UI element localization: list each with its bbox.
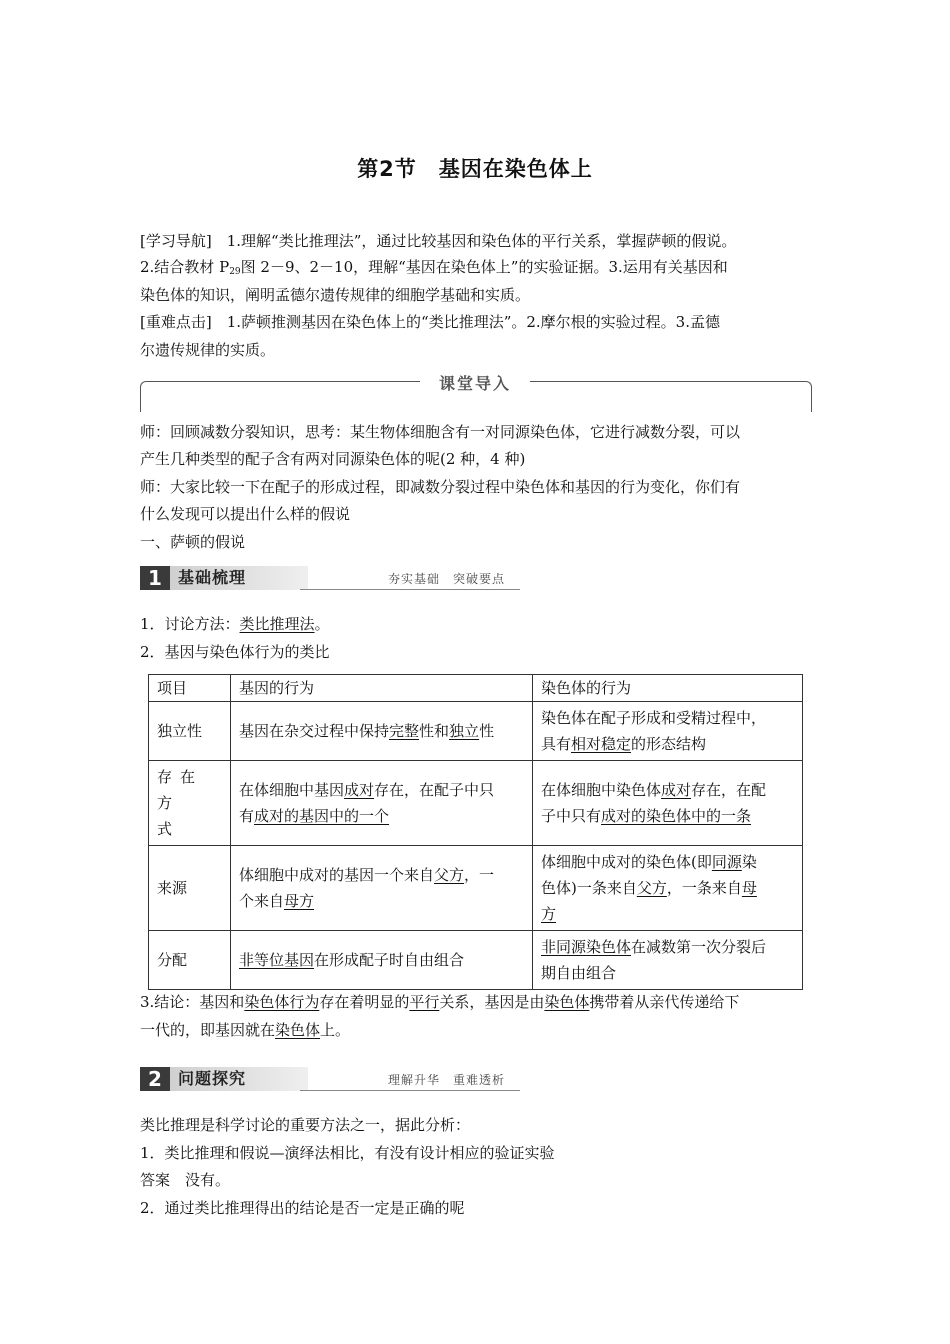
answer-blank: 母: [741, 879, 757, 897]
cell-line: [541, 777, 794, 803]
table-cell-chromosome: [533, 702, 803, 761]
cell-text: 存在，在配: [691, 781, 767, 799]
table-cell-chromosome: [533, 931, 803, 990]
question-2: 2．通过类比推理得出的结论是否一定是正确的呢: [140, 1199, 465, 1217]
cell-line: [541, 934, 794, 960]
explore-intro: 类比推理是科学讨论的重要方法之一，据此分析：: [140, 1116, 471, 1134]
banner-tag: 夯实基础 突破要点: [388, 572, 506, 586]
table-cell-gene: [231, 931, 533, 990]
cell-line: [541, 849, 794, 875]
answer-1: 答案 没有。: [140, 1171, 231, 1189]
answer-blank: 非同源染色体: [541, 938, 632, 956]
cell-text: 有: [239, 807, 255, 825]
cell-line: [239, 888, 524, 914]
table-row: [149, 761, 803, 846]
table-cell-item: [149, 761, 231, 846]
table-cell-chromosome: [533, 846, 803, 931]
cell-line: [239, 803, 524, 829]
banner-number: 2: [140, 1067, 170, 1091]
intro-p2b: 什么发现可以提出什么样的假说: [140, 505, 351, 523]
table-cell-item: 独立性: [149, 702, 231, 761]
text: 上。: [320, 1021, 351, 1039]
table-header-row: [149, 675, 803, 702]
section-heading-sutton: 一、萨顿的假说: [140, 533, 246, 551]
section-banner-basics: [140, 566, 520, 590]
conclusion-line-1: [140, 991, 739, 1013]
cell-text: 具有: [541, 735, 572, 753]
cell-text: 在形成配子时自由组合: [314, 951, 465, 969]
answer-blank: 独立: [449, 722, 480, 740]
cell-text: 基因在杂交过程中保持: [239, 722, 390, 740]
text: 3.结论：基因和: [140, 993, 245, 1011]
answer-blank: 染色体: [275, 1021, 321, 1039]
cell-line: [541, 803, 794, 829]
cell-text: 存在，在配子中只: [374, 781, 495, 799]
text: 存在着明显的: [319, 993, 410, 1011]
answer-blank: 平行: [409, 993, 440, 1011]
answer-blank: 非等位基因: [239, 951, 315, 969]
cell-line: [239, 862, 524, 888]
answer-blank: 母方: [284, 892, 315, 910]
banner-rule: [300, 1090, 520, 1091]
cell-text: 染: [741, 853, 757, 871]
key-label: [重难点击]: [140, 313, 212, 331]
answer-blank: 同源: [711, 853, 742, 871]
answer-blank: 染色体行为: [244, 993, 320, 1011]
answer-blank: 成对: [344, 781, 375, 799]
answer-blank: 成对的染色体中的一条: [601, 807, 752, 825]
table-cell-gene: [231, 761, 533, 846]
answer-blank: 完整: [389, 722, 420, 740]
cell-text: 子中只有: [541, 807, 602, 825]
banner-name: 基础梳理: [170, 566, 308, 590]
cell-text: 体细胞中成对的染色体(即: [541, 853, 712, 871]
cell-text: 在体细胞中染色体: [541, 781, 662, 799]
table-header-cell: 基因的行为: [231, 675, 533, 702]
cell-line: [541, 901, 794, 927]
cell-text: 性和: [419, 722, 450, 740]
answer-blank: 染色体: [544, 993, 590, 1011]
banner-name: 问题探究: [170, 1067, 308, 1091]
text: 一代的，即基因就在: [140, 1021, 276, 1039]
answer-blank: 成对: [661, 781, 692, 799]
cell-text: 存在方: [157, 768, 204, 812]
table-row: [149, 931, 803, 990]
banner-tag: 理解升华 重难透析: [388, 1073, 506, 1087]
cell-text: 体细胞中成对的基因一个来自: [239, 866, 435, 884]
table-row: [149, 702, 803, 761]
basics-item-2: 2．基因与染色体行为的类比: [140, 643, 330, 661]
table-cell-gene: [231, 702, 533, 761]
answer-blank: 父方: [434, 866, 465, 884]
text: 携带着从亲代传递给下: [589, 993, 740, 1011]
intro-heading: 课堂导入: [420, 371, 530, 394]
item1-prefix: 1．讨论方法：: [140, 615, 240, 633]
intro-p1a: 师：回顾减数分裂知识，思考：某生物体细胞含有一对同源染色体，它进行减数分裂，可以: [140, 423, 741, 441]
table-cell-item: 分配: [149, 931, 231, 990]
comparison-table: [148, 674, 803, 990]
intro-p2a: 师：大家比较一下在配子的形成过程，即减数分裂过程中染色体和基因的行为变化，你们有: [140, 478, 741, 496]
table-header-cell: 项目: [149, 675, 231, 702]
section-banner-explore: [140, 1067, 520, 1091]
cell-line: [239, 777, 524, 803]
basics-item-1: [140, 613, 330, 635]
table-cell-chromosome: [533, 761, 803, 846]
cell-text: 染色体在配子形成和受精过程中，: [541, 709, 767, 727]
item1-suffix: 。: [314, 615, 330, 633]
cell-line: [541, 875, 794, 901]
page-subscript: 29: [229, 267, 241, 277]
banner-rule: [300, 589, 520, 590]
conclusion-line-2: [140, 1019, 350, 1041]
guide-text-2b: 图 2－9、2－10，理解“基因在染色体上”的实验证据。3.运用有关基因和: [240, 258, 728, 276]
guide-text-1: 1.理解“类比推理法”，通过比较基因和染色体的平行关系，掌握萨顿的假说。: [211, 232, 737, 250]
cell-text: ，一条来自: [666, 879, 742, 897]
cell-text: 在体细胞中基因: [239, 781, 345, 799]
cell-text: 在减数第一次分裂后: [631, 938, 767, 956]
key-line-2: 尔遗传规律的实质。: [140, 341, 276, 359]
cell-text: 色体)一条来自: [541, 879, 637, 897]
cell-text: 式: [157, 820, 173, 838]
answer-blank: 成对的基因中的一个: [254, 807, 390, 825]
answer-blank: 类比推理法: [239, 615, 315, 633]
text: 关系，基因是由: [439, 993, 545, 1011]
cell-line: [541, 731, 794, 757]
intro-p1b: 产生几种类型的配子含有两对同源染色体的呢(2 种，4 种): [140, 450, 526, 468]
banner-number: 1: [140, 566, 170, 590]
cell-text: 的形态结构: [631, 735, 707, 753]
answer-blank: 父方: [636, 879, 667, 897]
table-cell-item: 来源: [149, 846, 231, 931]
cell-text: 性: [479, 722, 495, 740]
table-header-cell: 染色体的行为: [533, 675, 803, 702]
guide-line-3: 染色体的知识，阐明孟德尔遗传规律的细胞学基础和实质。: [140, 286, 531, 304]
cell-text: 期自由组合: [541, 964, 617, 982]
key-line-1: [140, 311, 720, 333]
table-row: [149, 846, 803, 931]
guide-text-2a: 2.结合教材 P: [140, 258, 230, 276]
question-1: 1．类比推理和假说—演绎法相比，有没有设计相应的验证实验: [140, 1144, 555, 1162]
answer-blank: 相对稳定: [571, 735, 632, 753]
cell-text: ，一: [464, 866, 495, 884]
cell-text: 个来自: [239, 892, 285, 910]
guide-line-2: [140, 256, 728, 283]
key-text-1: 1.萨顿推测基因在染色体上的“类比推理法”。2.摩尔根的实验过程。3.孟德: [211, 313, 720, 331]
guide-line-1: [140, 230, 736, 252]
guide-label: [学习导航]: [140, 232, 212, 250]
answer-blank: 方: [541, 905, 557, 923]
page-title: 第2节 基因在染色体上: [357, 157, 593, 181]
table-cell-gene: [231, 846, 533, 931]
